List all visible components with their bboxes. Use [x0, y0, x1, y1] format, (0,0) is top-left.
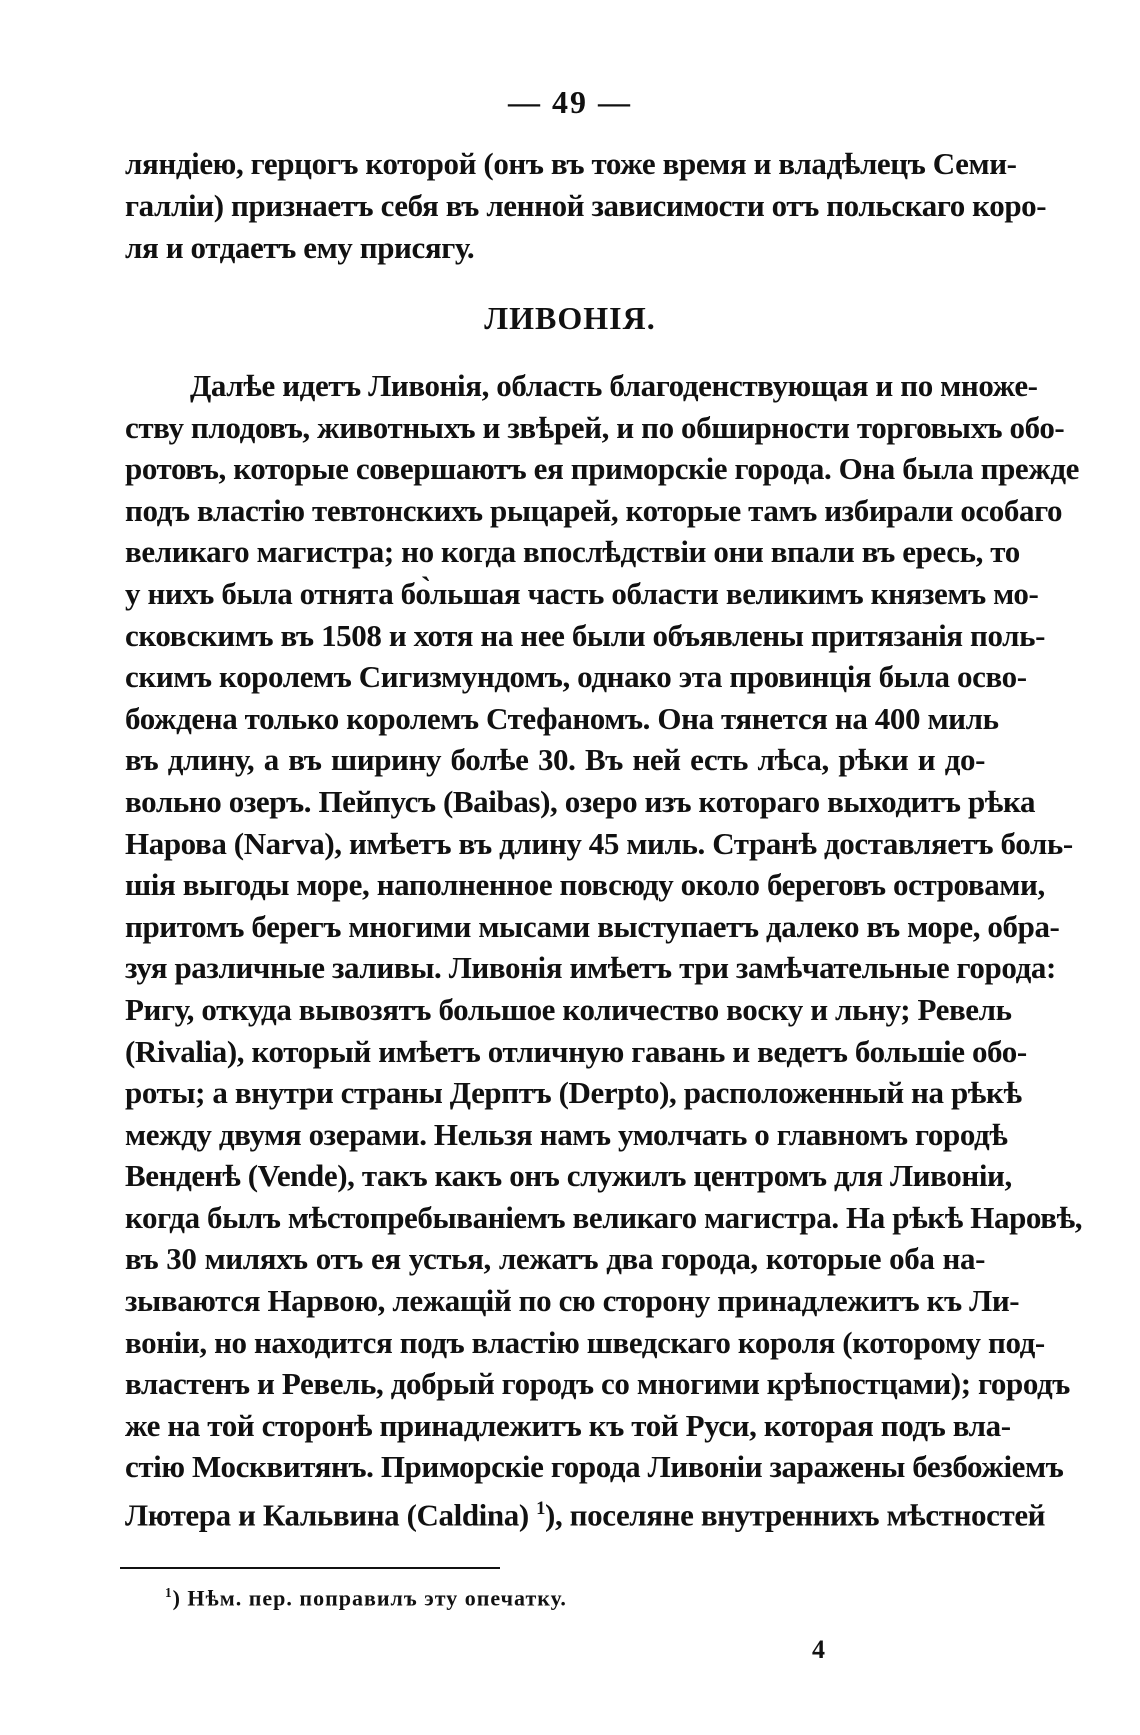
text-line: Далѣе идетъ Ливонія, область благоденствующая и по множе-	[190, 368, 1038, 403]
section-heading: ЛИВОНІЯ.	[484, 300, 656, 336]
text-line-tail: ), поселяне внутреннихъ мѣстностей	[545, 1497, 1046, 1533]
text-line: скимъ королемъ Сигизмундомъ, однако эта провинція была осво-	[125, 659, 1027, 695]
text-line: воніи, но находится подъ властію шведскаго короля (которому под-	[125, 1324, 1045, 1360]
text-line: ля и отдаетъ ему присягу.	[125, 230, 475, 265]
footnote-reference[interactable]: 1	[536, 1498, 546, 1520]
text-line-head: Лютера и Кальвина (Caldina)	[125, 1497, 529, 1533]
text-line: Ригу, откуда вывозятъ большое количество воску и льну; Ревель	[125, 991, 1012, 1027]
text-line: въ длину, а въ ширину болѣе 30. Въ ней есть лѣса, рѣки и до-	[125, 742, 985, 778]
text-line: великаго магистра; но когда впослѣдствіи они впали въ ересь, то	[125, 534, 1020, 570]
footnote-text: ) Нѣм. пер. поправилъ эту опечатку.	[172, 1585, 567, 1611]
text-line: Венденѣ (Vende), такъ какъ онъ служилъ центромъ для Ливоніи,	[125, 1158, 1012, 1194]
text-line: у нихъ была отнята бо̀льшая часть области великимъ княземъ мо-	[125, 575, 1039, 611]
text-line: галліи) признаетъ себя въ ленной зависимости отъ польскаго коро-	[125, 188, 1047, 223]
footnote	[165, 1585, 567, 1611]
text-line: подъ властію тевтонскихъ рыцарей, которые тамъ избирали особаго	[125, 492, 1063, 528]
intro-paragraph	[125, 143, 1047, 269]
text-line: Нарова (Narva), имѣетъ въ длину 45 миль. Странѣ доставляетъ боль-	[125, 825, 1073, 861]
text-line: роты; а внутри страны Дерптъ (Derpto), расположенный на рѣкѣ	[125, 1075, 1022, 1111]
text-line: властенъ и Ревель, добрый городъ со многими крѣпостцами); городъ	[125, 1366, 1070, 1402]
text-line: между двумя озерами. Нельзя намъ умолчать о главномъ городѣ	[125, 1116, 1008, 1152]
text-line: ляндіею, герцогъ которой (онъ въ тоже время и владѣлецъ Семи-	[125, 146, 1017, 181]
text-line: притомъ берегъ многими мысами выступаетъ далеко въ море, обра-	[125, 908, 1060, 944]
text-line: бождена только королемъ Стефаномъ. Она тянется на 400 миль	[125, 700, 999, 736]
text-line: шія выгоды море, наполненное повсюду около береговъ островами,	[125, 867, 1045, 903]
text-line: же на той сторонѣ принадлежитъ къ той Руси, которая подъ вла-	[125, 1407, 1011, 1443]
text-line: ству плодовъ, животныхъ и звѣрей, и по обширности торговыхъ обо-	[125, 409, 1065, 445]
text-line: (Rivalia), который имѣетъ отличную гавань и ведетъ большіе обо-	[125, 1033, 1027, 1069]
footnote-mark: 1	[165, 1585, 173, 1600]
text-line: въ 30 миляхъ отъ ея устья, лежатъ два города, которые оба на-	[125, 1241, 985, 1277]
signature-mark: 4	[812, 1635, 825, 1664]
text-line: сковскимъ въ 1508 и хотя на нее были объявлены притязанія поль-	[125, 617, 1046, 653]
text-line: вольно озеръ. Пейпусъ (Baibas), озеро изъ котораго выходитъ рѣка	[125, 783, 1036, 819]
text-line: ротовъ, которые совершаютъ ея приморскіе города. Она была прежде	[125, 451, 1079, 487]
text-line: когда былъ мѣстопребываніемъ великаго магистра. На рѣкѣ Наровѣ,	[125, 1199, 1083, 1235]
text-line: зываются Нарвою, лежащій по сю сторону принадлежитъ къ Ли-	[125, 1283, 1020, 1319]
page-number: — 49 —	[508, 84, 632, 120]
text-line: стію Москвитянъ. Приморскіе города Ливоніи заражены безбожіемъ	[125, 1449, 1064, 1485]
footnote-divider	[120, 1567, 500, 1569]
body-paragraph	[125, 365, 1083, 1533]
text-line: зуя различные заливы. Ливонія имѣетъ три замѣчательные города:	[125, 950, 1056, 986]
text-line-last	[125, 1488, 1046, 1533]
